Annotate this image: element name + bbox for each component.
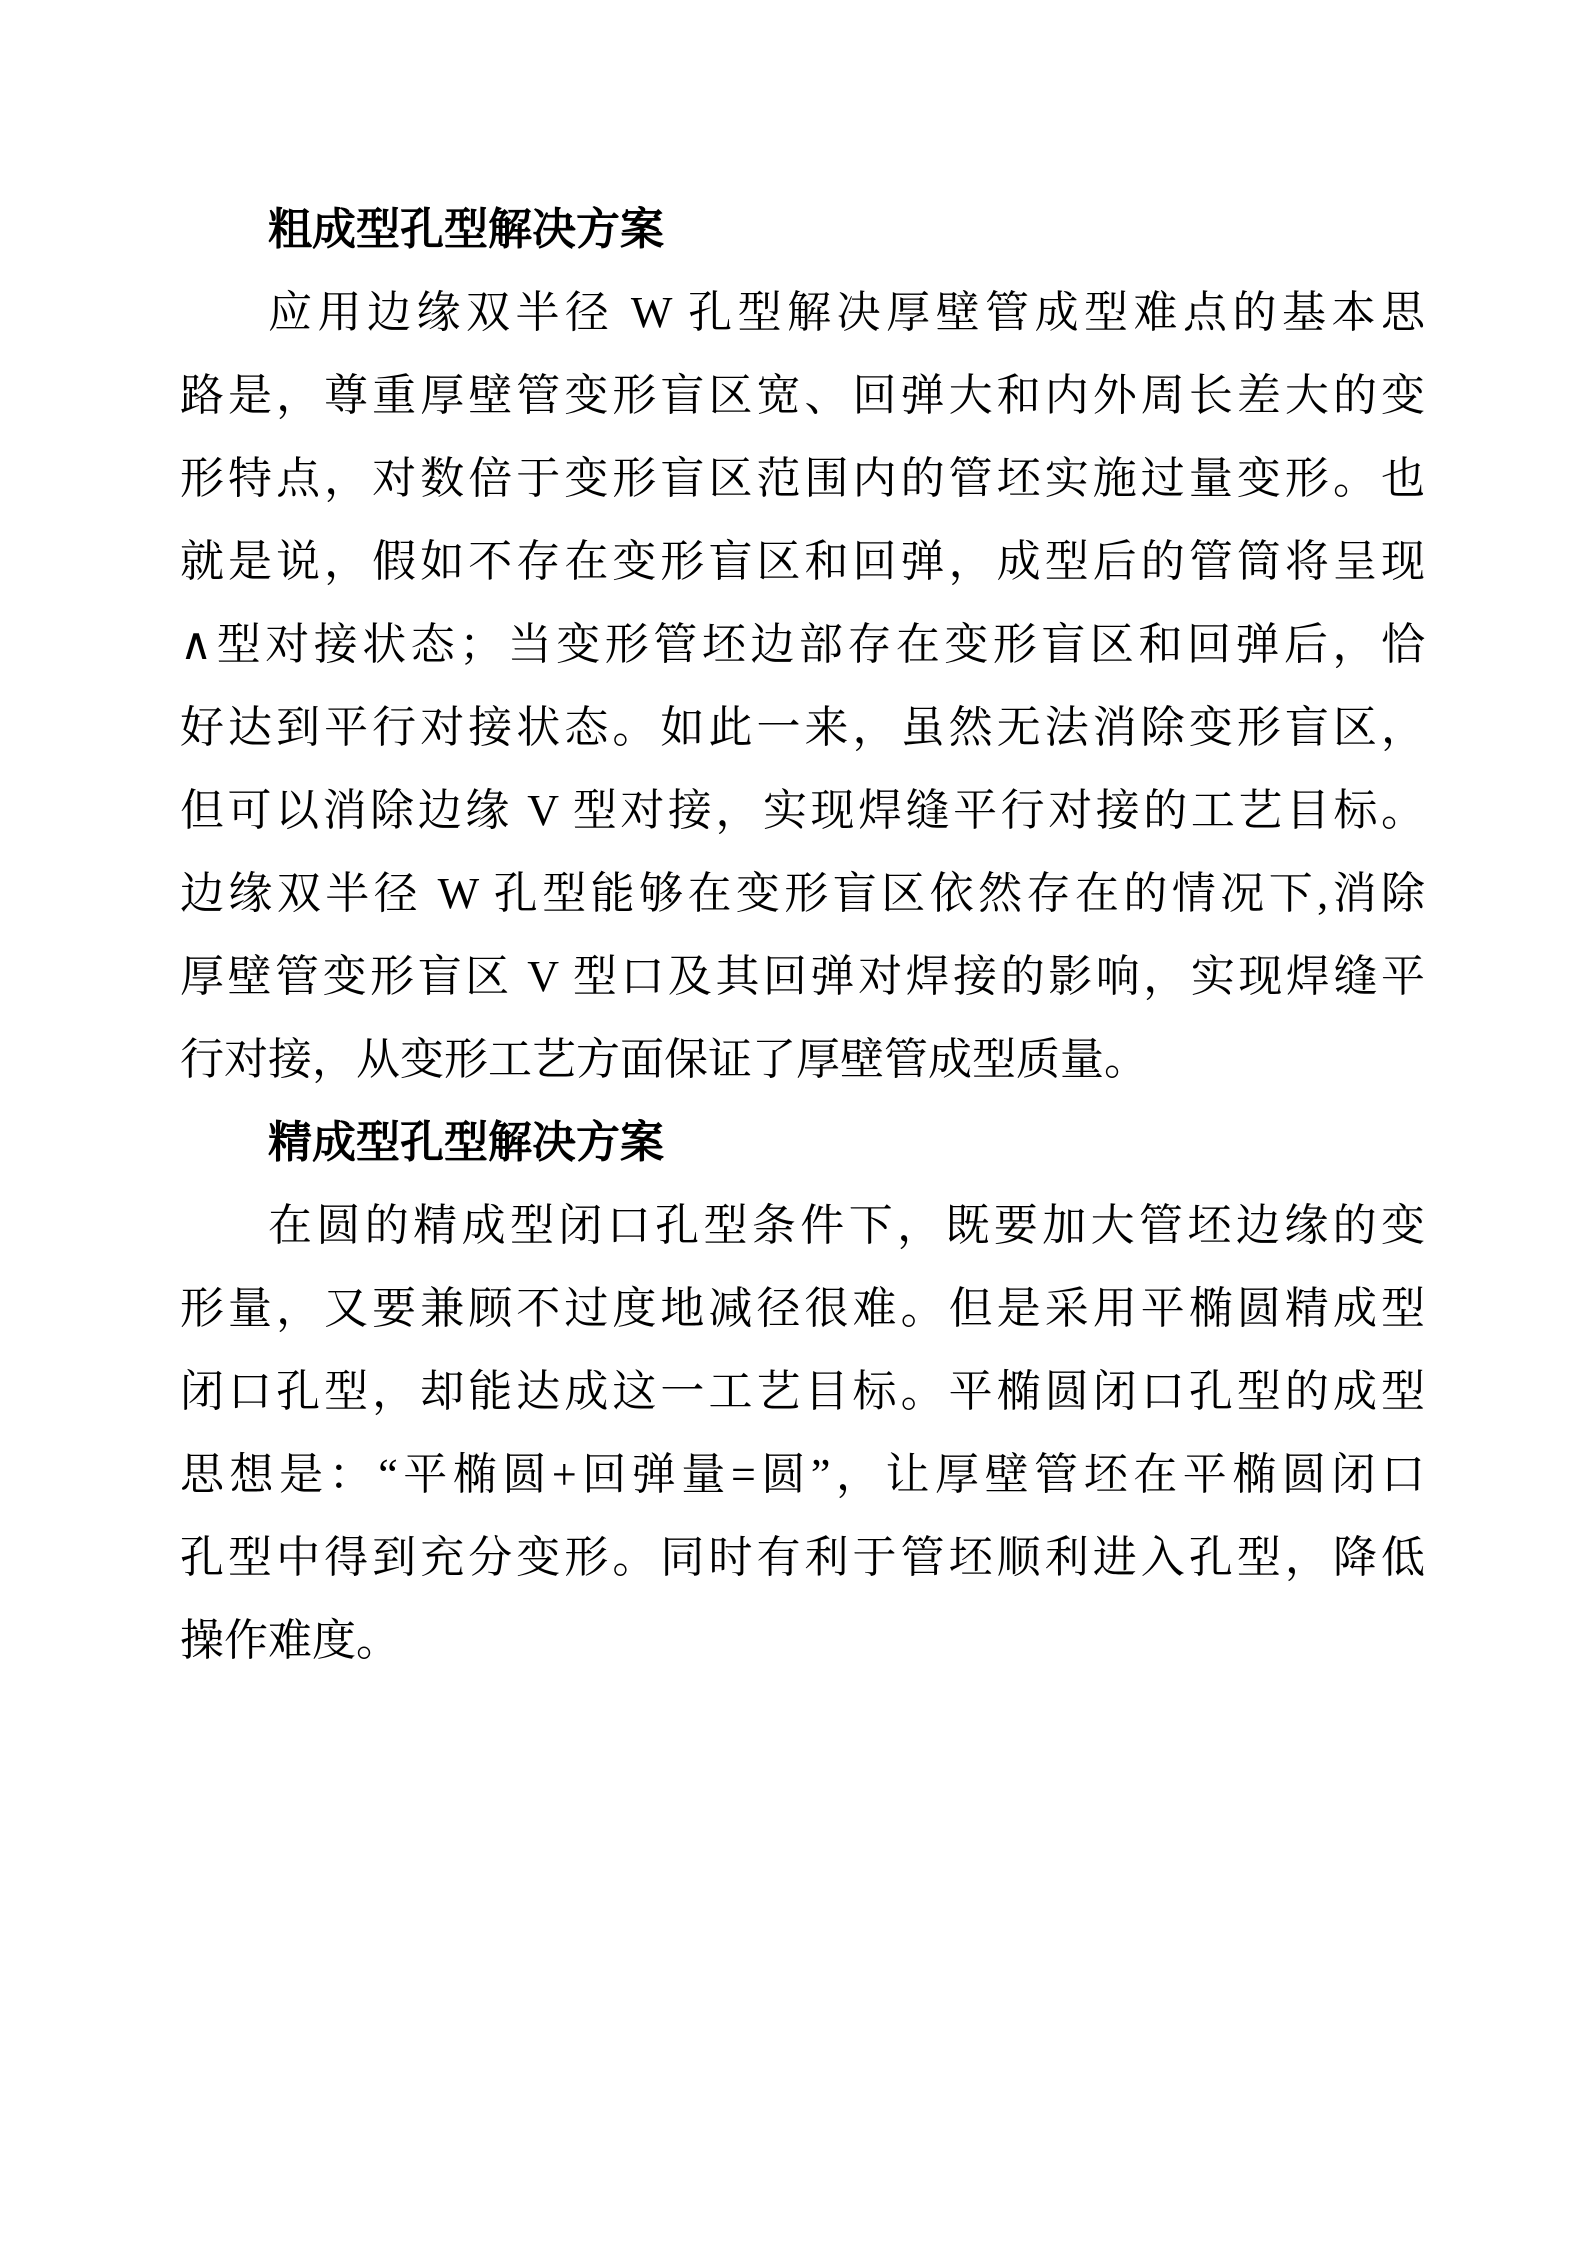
section-heading-fine-forming: 精成型孔型解决方案 <box>268 1118 664 1167</box>
text-block <box>180 188 1425 1682</box>
text-line: 形量，又要兼顾不过度地减径很难。但是采用平椭圆精成型 <box>180 1284 1425 1333</box>
text-line: 行对接，从变形工艺方面保证了厚壁管成型质量。 <box>180 1035 1148 1084</box>
text-line: ∧型对接状态；当变形管坯边部存在变形盲区和回弹后，恰 <box>180 620 1425 669</box>
text-line: 但可以消除边缘 V 型对接，实现焊缝平行对接的工艺目标。 <box>180 786 1425 835</box>
text-line: 思想是：“平椭圆+回弹量=圆”，让厚壁管坯在平椭圆闭口 <box>180 1450 1425 1499</box>
section-heading-rough-forming: 粗成型孔型解决方案 <box>268 205 664 254</box>
text-line: 厚壁管变形盲区 V 型口及其回弹对焊接的影响，实现焊缝平 <box>180 952 1425 1001</box>
text-line: 就是说，假如不存在变形盲区和回弹，成型后的管筒将呈现 <box>180 537 1425 586</box>
text-line: 操作难度。 <box>180 1616 400 1665</box>
text-line: 边缘双半径 W 孔型能够在变形盲区依然存在的情况下,消除 <box>180 869 1425 918</box>
text-line: 在圆的精成型闭口孔型条件下，既要加大管坯边缘的变 <box>268 1201 1425 1250</box>
text-line: 应用边缘双半径 W 孔型解决厚壁管成型难点的基本思 <box>268 288 1425 337</box>
text-line: 闭口孔型，却能达成这一工艺目标。平椭圆闭口孔型的成型 <box>180 1367 1425 1416</box>
text-line: 好达到平行对接状态。如此一来，虽然无法消除变形盲区， <box>180 703 1425 752</box>
text-line: 形特点，对数倍于变形盲区范围内的管坯实施过量变形。也 <box>180 454 1425 503</box>
text-line: 路是，尊重厚壁管变形盲区宽、回弹大和内外周长差大的变 <box>180 371 1425 420</box>
text-line: 孔型中得到充分变形。同时有利于管坯顺利进入孔型，降低 <box>180 1533 1425 1582</box>
